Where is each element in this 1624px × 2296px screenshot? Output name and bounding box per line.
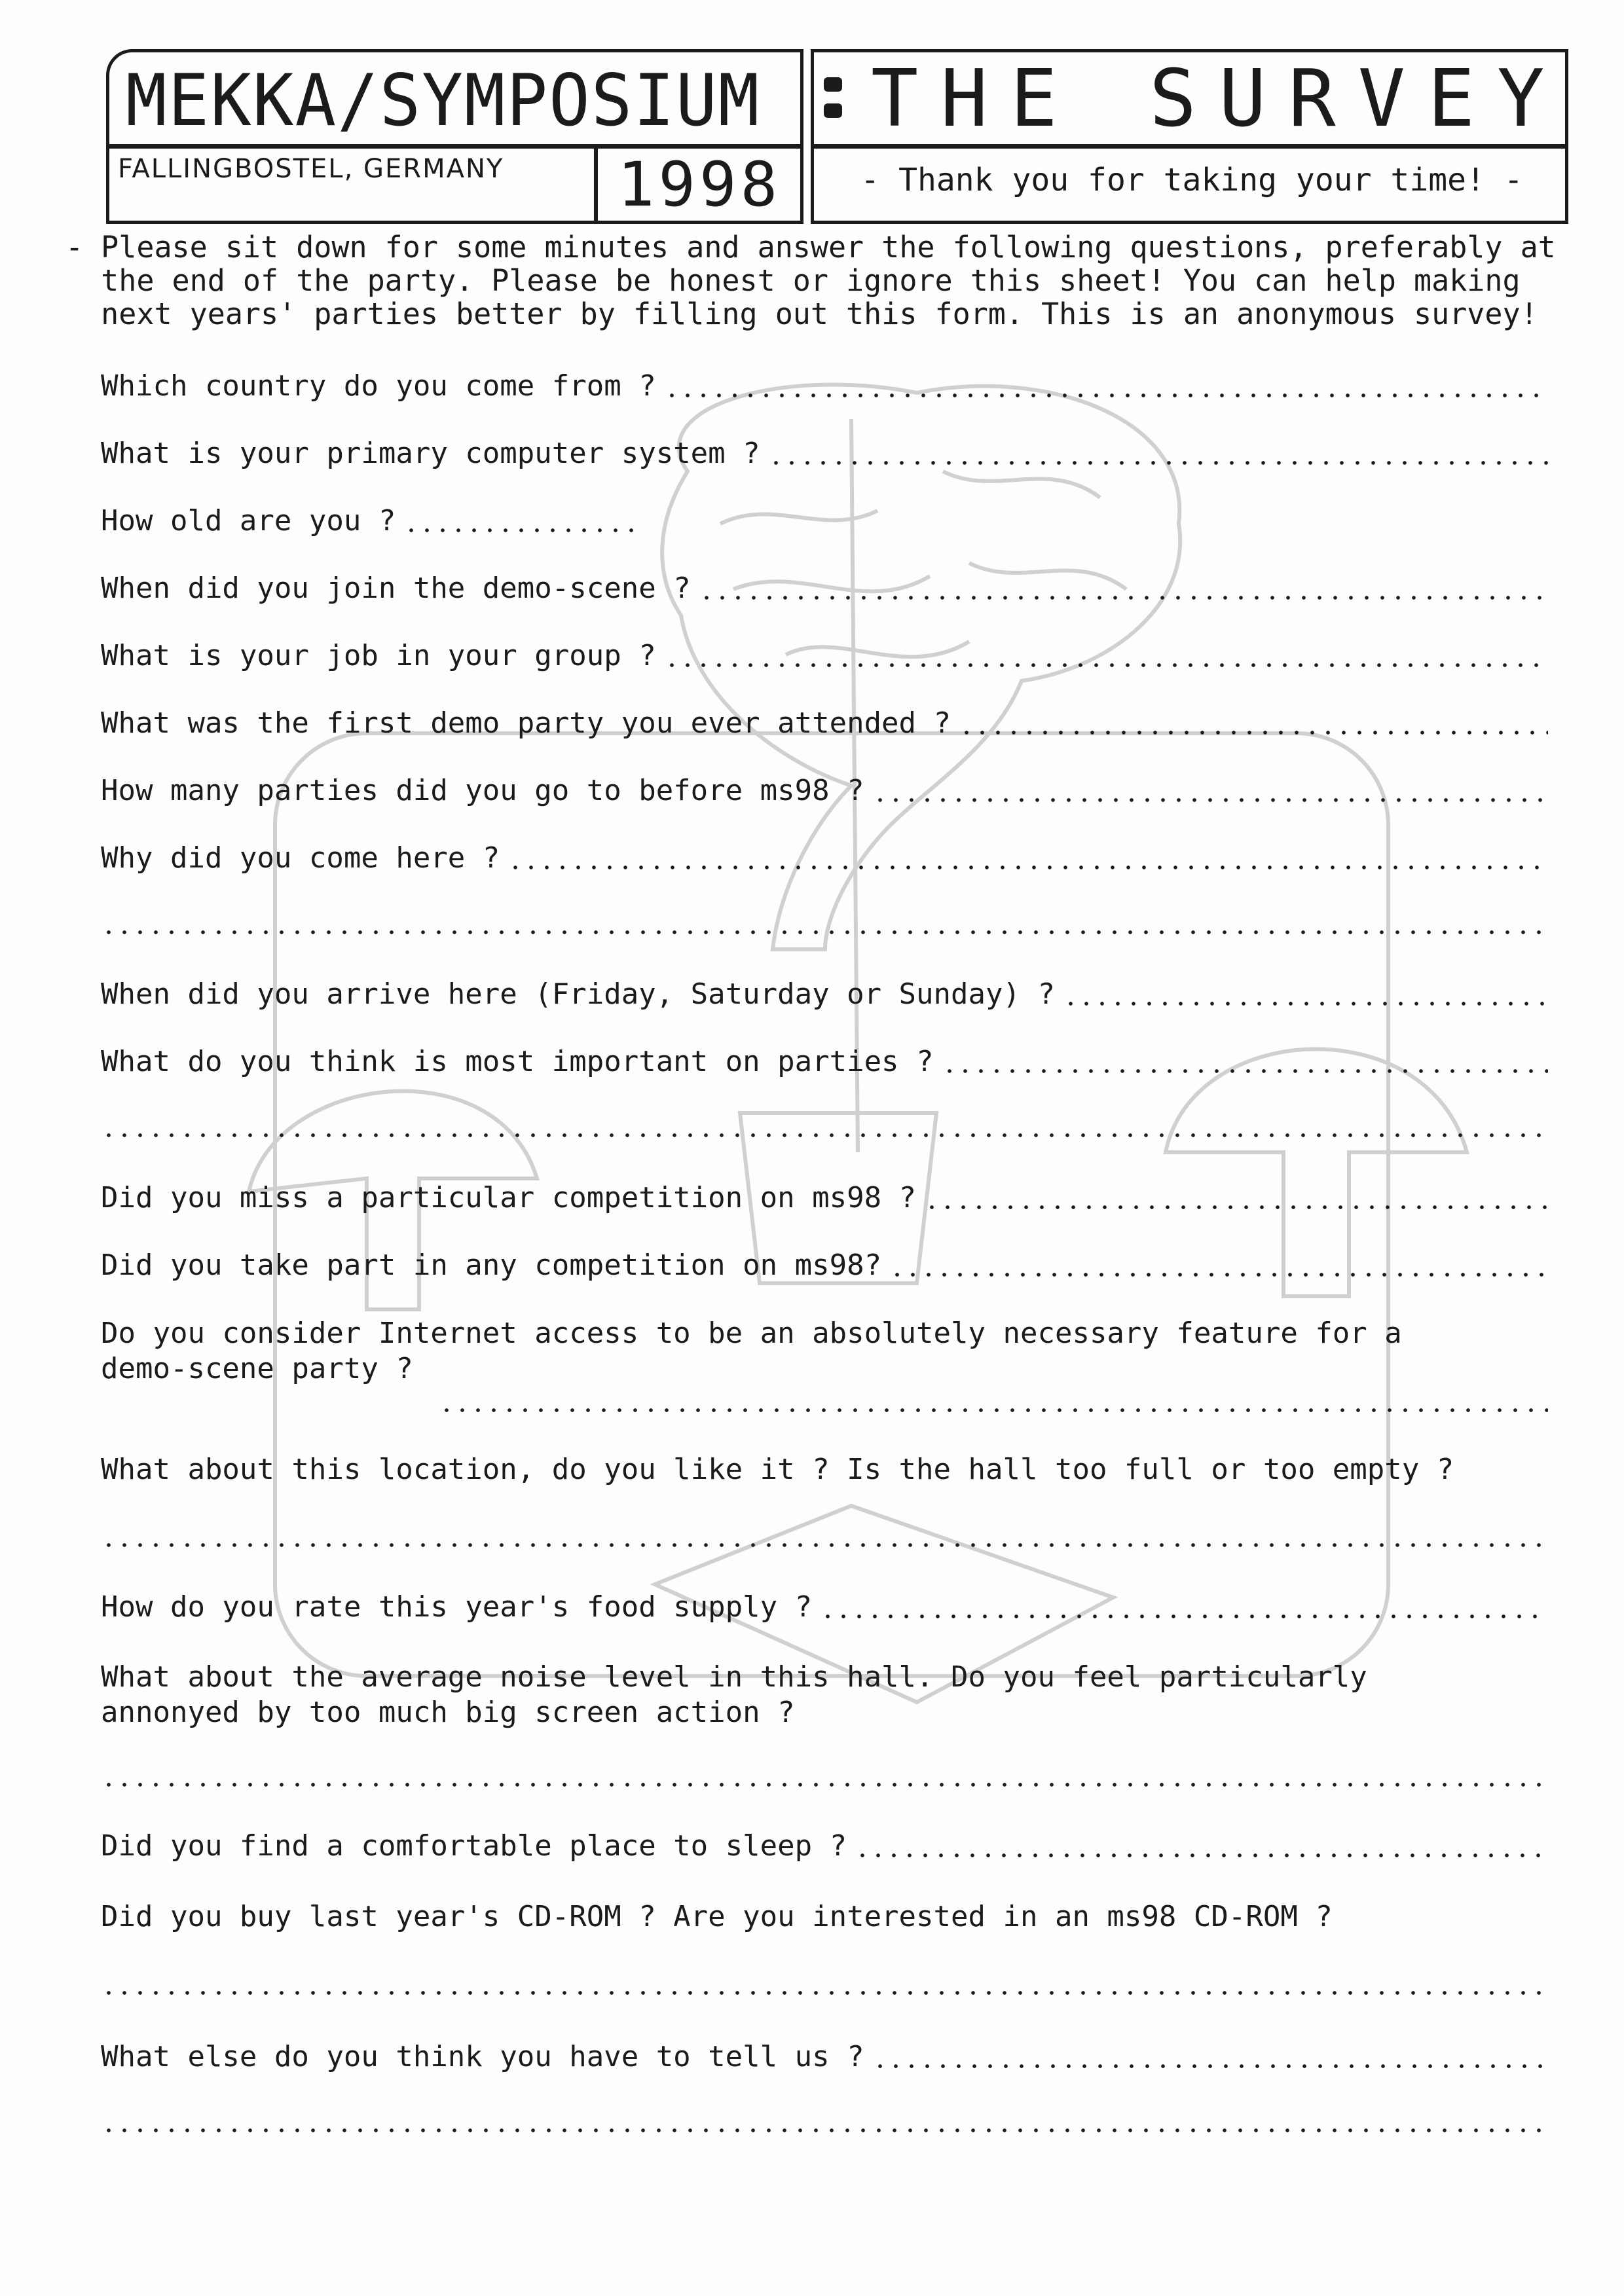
question-country[interactable]: Which country do you come from ? [101, 367, 1548, 403]
answer-line[interactable] [507, 865, 1548, 870]
question-cd-rom[interactable]: Did you buy last year's CD-ROM ? Are you interested in an ms98 CD-ROM ? [101, 1900, 1333, 1933]
answer-line[interactable] [889, 1272, 1548, 1277]
answer-line[interactable] [1063, 1001, 1548, 1006]
question-anything-else[interactable]: What else do you think you have to tell us ? [101, 2037, 1548, 2074]
question-took-part[interactable]: Did you take part in any competition on ms98? [101, 1246, 1548, 1283]
answer-line[interactable] [403, 528, 639, 533]
question-sleep-place[interactable]: Did you find a comfortable place to sleep ? [101, 1827, 1548, 1863]
colon-separator [824, 77, 843, 119]
answer-line[interactable] [872, 797, 1548, 803]
answer-line[interactable] [101, 1990, 1548, 1995]
answer-line[interactable] [942, 1068, 1548, 1074]
answer-line[interactable] [699, 595, 1548, 600]
question-job-in-group[interactable]: What is your job in your group ? [101, 636, 1548, 673]
thanks-line: - Thank you for taking your time! - [860, 162, 1523, 198]
answer-line[interactable] [820, 1614, 1548, 1619]
question-missed-competition[interactable]: Did you miss a particular competition on ms98 ? [101, 1178, 1548, 1215]
answer-line-extra[interactable] [101, 1133, 1548, 1138]
question-internet-access: Do you consider Internet access to be an absolutely necessary feature for a demo-scene party ? [101, 1317, 1402, 1385]
answer-line[interactable] [664, 663, 1548, 668]
answer-line[interactable] [872, 2064, 1548, 2069]
event-title: MEKKA/SYMPOSIUM [126, 58, 761, 143]
answer-line[interactable] [101, 1782, 1548, 1787]
answer-line[interactable] [959, 730, 1548, 735]
question-food-supply[interactable]: How do you rate this year's food supply ? [101, 1588, 1548, 1624]
question-most-important[interactable]: What do you think is most important on parties ? [101, 1042, 1548, 1079]
question-arrival-day[interactable]: When did you arrive here (Friday, Saturday or Sunday) ? [101, 975, 1548, 1011]
question-join-scene[interactable]: When did you join the demo-scene ? [101, 569, 1548, 606]
answer-line[interactable] [855, 1853, 1548, 1858]
question-age[interactable]: How old are you ? [101, 501, 1548, 538]
answer-line-extra[interactable] [101, 930, 1548, 935]
event-year: 1998 [617, 149, 782, 221]
answer-line[interactable] [924, 1205, 1548, 1210]
question-location[interactable]: What about this location, do you like it ? Is the hall too full or too empty ? [101, 1453, 1454, 1486]
question-noise-level: What about the average noise level in this hall. Do you feel particularly annonyed by too much big screen action ? [101, 1660, 1367, 1729]
survey-title: THE SURVEY [871, 54, 1567, 145]
answer-line-extra[interactable] [101, 2128, 1548, 2133]
question-first-party[interactable]: What was the first demo party you ever attended ? [101, 704, 1548, 740]
answer-line[interactable] [101, 1542, 1548, 1548]
question-computer-system[interactable]: What is your primary computer system ? [101, 434, 1548, 471]
answer-line[interactable] [768, 460, 1548, 465]
question-why-here[interactable]: Why did you come here ? [101, 839, 1548, 875]
event-location: FALLINGBOSTEL, GERMANY [118, 154, 504, 184]
intro-paragraph: - Please sit down for some minutes and answer the following questions, preferably at the end of the party. Please be honest or ignore this sheet! You can help making next years' parties better by filling out this form. This is an anonymous survey! [65, 230, 1556, 331]
answer-line[interactable] [664, 393, 1548, 398]
question-party-count[interactable]: How many parties did you go to before ms98 ? [101, 771, 1548, 808]
answer-line[interactable] [439, 1408, 1548, 1413]
